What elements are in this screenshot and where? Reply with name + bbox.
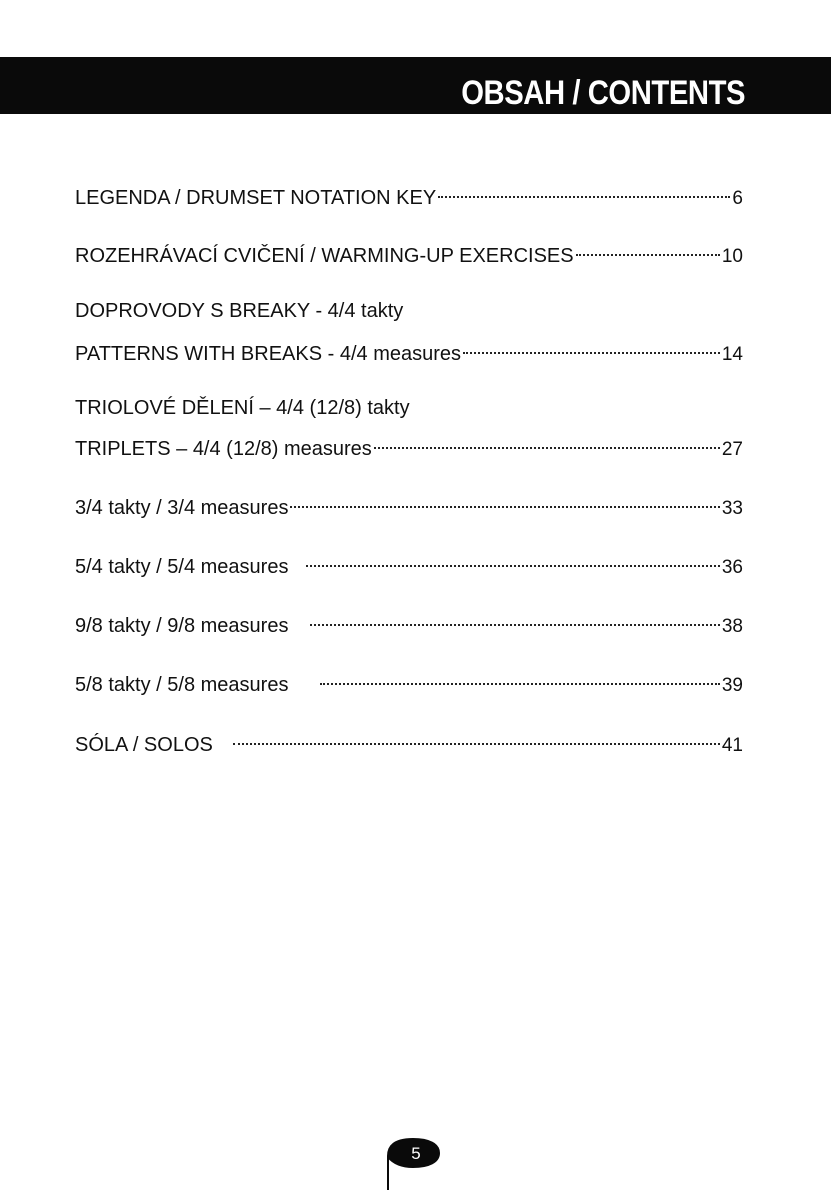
toc-entry-title: TRIPLETS – 4/4 (12/8) measures <box>75 438 372 460</box>
toc-page-number: 38 <box>721 616 743 637</box>
toc-page-number: 36 <box>721 557 743 578</box>
toc-entry-three-four[interactable] <box>75 490 743 521</box>
dot-leader <box>463 336 720 360</box>
toc-entry-title: 9/8 takty / 9/8 measures <box>75 615 289 637</box>
toc-entry-breaks-line-2[interactable] <box>75 336 743 367</box>
toc-page-number: 14 <box>721 344 743 365</box>
toc-entry-triplets-line-1[interactable] <box>75 396 743 420</box>
dot-leader <box>576 238 720 262</box>
toc-entry-solos[interactable] <box>75 727 743 758</box>
toc-page-number: 6 <box>732 188 743 209</box>
dot-leader <box>320 667 719 691</box>
toc-entry-five-eight[interactable] <box>75 667 743 698</box>
page-title: OBSAH / CONTENTS <box>461 76 745 112</box>
toc-page-number: 27 <box>721 439 743 460</box>
toc-page-number: 33 <box>721 498 743 519</box>
dot-leader <box>310 608 719 632</box>
toc-entry-title: 3/4 takty / 3/4 measures <box>75 497 289 519</box>
toc-page-number: 41 <box>721 735 743 756</box>
toc-entry-title: DOPROVODY S BREAKY - 4/4 takty <box>75 300 404 322</box>
toc-entry-warming-up[interactable] <box>75 238 743 269</box>
toc-entry-title: ROZEHRÁVACÍ CVIČENÍ / WARMING-UP EXERCISES <box>75 245 574 267</box>
dot-leader <box>438 180 730 204</box>
toc-page-number: 10 <box>721 246 743 267</box>
toc-entry-five-four[interactable] <box>75 549 743 580</box>
toc-entry-title: 5/8 takty / 5/8 measures <box>75 674 289 696</box>
toc-page-number: 39 <box>721 675 743 696</box>
page-number: 5 <box>411 1144 421 1163</box>
toc-entry-breaks-line-1[interactable] <box>75 299 743 323</box>
dot-leader <box>306 549 719 573</box>
toc-entry-title: PATTERNS WITH BREAKS - 4/4 measures <box>75 343 462 365</box>
dot-leader <box>374 431 720 455</box>
toc-entry-nine-eight[interactable] <box>75 608 743 639</box>
toc-entry-title: TRIOLOVÉ DĚLENÍ – 4/4 (12/8) takty <box>75 397 410 419</box>
toc-entry-triplets-line-2[interactable] <box>75 431 743 462</box>
toc-entry-title: LEGENDA / DRUMSET NOTATION KEY <box>75 187 437 209</box>
dot-leader <box>233 727 720 751</box>
toc-entry-title: SÓLA / SOLOS <box>75 734 213 756</box>
toc-entry-notation-key[interactable] <box>75 180 743 211</box>
dot-leader <box>290 490 719 514</box>
toc-entry-title: 5/4 takty / 5/4 measures <box>75 556 289 578</box>
